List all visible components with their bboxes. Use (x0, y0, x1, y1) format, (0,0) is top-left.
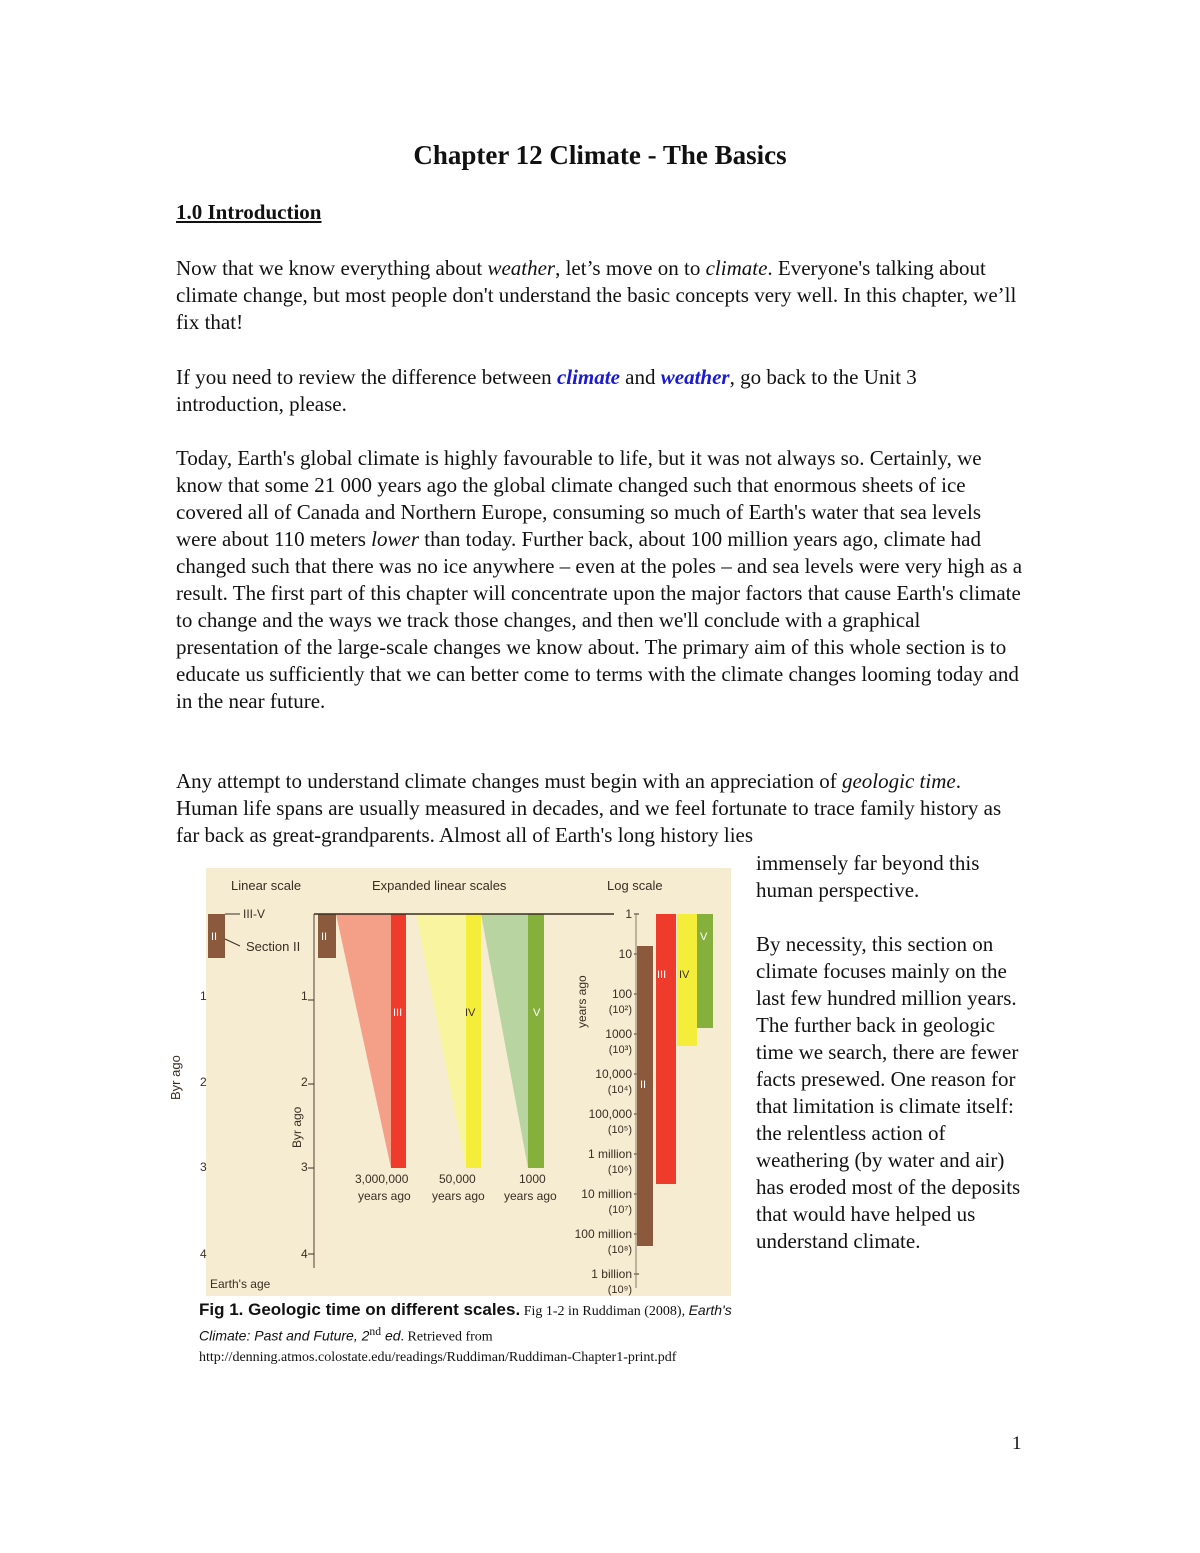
log-tick-group (575, 907, 639, 1296)
wedge-iv (416, 914, 466, 1168)
link-weather[interactable]: weather (660, 365, 730, 389)
term-lower: lower (371, 527, 419, 551)
text: Any attempt to understand climate changes must begin with an appreciation of (176, 769, 842, 793)
caption-source: . Retrieved from http://denning.atmos.colostate.edu/readings/Ruddiman/Ruddiman-Chapter1-print.pdf (199, 1329, 677, 1365)
link-climate[interactable]: climate (556, 365, 620, 389)
log-bar-iii-label: III (657, 969, 667, 981)
figure-caption (199, 1300, 739, 1368)
bar-iv (466, 914, 481, 1168)
log-tick-label: 10 (618, 947, 632, 961)
label-iii-v: III-V (243, 907, 266, 921)
log-tick-exponent: (10⁷) (608, 1204, 632, 1216)
bar-v-label: V (533, 1007, 541, 1019)
log-tick-label: 10 million (581, 1187, 632, 1201)
exp-label-unit-1: years ago (358, 1189, 411, 1203)
log-tick-exponent: (10⁶) (607, 1164, 632, 1176)
header-linear: Linear scale (231, 878, 302, 893)
bar-iv-label: IV (465, 1007, 476, 1019)
expanded-ii-label: II (321, 931, 328, 943)
axis-byr-inner: Byr ago (290, 1106, 304, 1148)
log-tick-exponent: (10⁸) (607, 1244, 632, 1256)
linear-tick-4: 4 (200, 1247, 207, 1261)
expanded-tick-label-3: 3 (301, 1160, 308, 1174)
page-number: 1 (1012, 1433, 1022, 1454)
side-text-necessity: By necessity, this section on climate focuses mainly on the last few hundred million years. The further back in geologic time we search, there are fewer facts presewed. One reason for that limitation is climate itself: the relentless action of weathering (by water and air) has eroded most of the deposits that would have helped us understand climate. (756, 932, 1021, 1253)
exp-label-unit-3: years ago (504, 1189, 557, 1203)
text: , go back to the Unit 3 introduction, please. (176, 365, 917, 416)
caption-book-title: Earth's Climate: Past and Future, 2 (199, 1302, 732, 1344)
expanded-tick-label-4: 4 (301, 1247, 308, 1261)
log-bar-ii (637, 946, 653, 1246)
log-tick-label: 100 million (574, 1227, 632, 1241)
caption-text: Fig 1-2 in Ruddiman (2008), (520, 1304, 689, 1319)
log-tick-label: 100 (611, 987, 632, 1001)
header-expanded: Expanded linear scales (372, 878, 507, 893)
paragraph-review (176, 364, 1026, 418)
exp-label-value-2: 50,000 (439, 1172, 476, 1186)
term-weather: weather (487, 256, 556, 280)
expanded-tick-label-1: 1 (301, 989, 308, 1003)
log-tick-exponent: (10⁹) (607, 1284, 632, 1296)
axis-byr-outer: Byr ago (168, 1055, 183, 1100)
linear-tick-2: 2 (200, 1075, 207, 1089)
caption-title: Fig 1. Geologic time on different scales. (199, 1300, 521, 1319)
log-bar-ii-label: II (640, 1079, 647, 1091)
paragraph-intro (176, 255, 1026, 336)
bar-iii (391, 914, 406, 1168)
log-tick-label: 100,000 (588, 1107, 632, 1121)
header-log: Log scale (607, 878, 663, 893)
wedge-iii (336, 914, 391, 1168)
linear-ii-label: II (211, 931, 218, 943)
section-ii-pointer (225, 939, 240, 946)
log-tick-label: 1000 (605, 1027, 632, 1041)
linear-tick-1: 1 (200, 989, 207, 1003)
log-bar-iii (656, 914, 676, 1184)
side-text-perspective: immensely far beyond this human perspective. (756, 851, 980, 902)
expanded-tick-label-2: 2 (301, 1075, 308, 1089)
paragraph-geologic-time (176, 768, 1026, 849)
term-geologic-time: geologic time (841, 769, 956, 793)
geologic-time-figure (200, 868, 731, 1296)
log-tick-exponent: (10⁵) (607, 1124, 632, 1136)
bar-v (528, 914, 544, 1168)
log-tick-label: 1 (625, 907, 632, 921)
caption-sup: nd (369, 1325, 382, 1338)
log-tick-label: 1 billion (591, 1267, 632, 1281)
text: than today. Further back, about 100 million years ago, climate had changed such that there was no ice anywhere – even at the poles – and sea levels were very high as a result. The first part of this chapter will concentrate upon the major factors that cause Earth's climate to change and the ways we track those changes, and then we'll conclude with a graphical presentation of the large-scale changes we know about. The primary aim of this whole section is to educate us sufficiently that we can better come to terms with the climate changes looming today and in the near future. (176, 527, 1023, 713)
label-section-ii: Section II (246, 939, 301, 954)
figure-svg (200, 868, 731, 1296)
bar-iii-label: III (393, 1007, 403, 1019)
label-earths-age: Earth's age (210, 1277, 271, 1291)
paragraph-today (176, 445, 1026, 715)
log-bar-v-label: V (700, 931, 708, 943)
exp-label-unit-2: years ago (432, 1189, 485, 1203)
linear-tick-3: 3 (200, 1160, 207, 1174)
wedge-v (481, 914, 528, 1168)
text: Today, Earth's global climate is highly favourable to life, but it was not always so. Certainly, we know that some 21 000 years ago the global climate changed such that enormous sheets of ice covered all of Canada and Northern Europe, consuming so much of Earth's water that sea levels were about 110 meters (176, 446, 982, 551)
axis-years-ago: years ago (575, 975, 589, 1028)
text: Now that we know everything about (176, 256, 488, 280)
log-tick-label: 1 million (587, 1147, 632, 1161)
exp-label-value-3: 1000 (519, 1172, 546, 1186)
text: , let’s move on to (555, 256, 706, 280)
log-tick-exponent: (10³) (608, 1044, 632, 1056)
log-bar-iv-label: IV (679, 969, 690, 981)
term-climate: climate (705, 256, 768, 280)
log-tick-exponent: (10²) (608, 1004, 632, 1016)
log-tick-exponent: (10⁴) (607, 1084, 632, 1096)
text: . Everyone's talking about climate change, but most people don't understand the basic concepts very well. In this chapter, we’ll fix that! (176, 256, 1017, 334)
page-title: Chapter 12 Climate - The Basics (413, 140, 787, 170)
text: . Human life spans are usually measured in decades, and we feel fortunate to trace family history as far back as great-grandparents. Almost all of Earth's long history lies (176, 769, 1002, 847)
exp-label-value-1: 3,000,000 (355, 1172, 409, 1186)
caption-book-title-end: ed (381, 1327, 401, 1344)
text: If you need to review the difference between (176, 365, 557, 389)
log-tick-label: 10,000 (595, 1067, 632, 1081)
section-heading: 1.0 Introduction (176, 200, 322, 224)
text: and (619, 365, 661, 389)
